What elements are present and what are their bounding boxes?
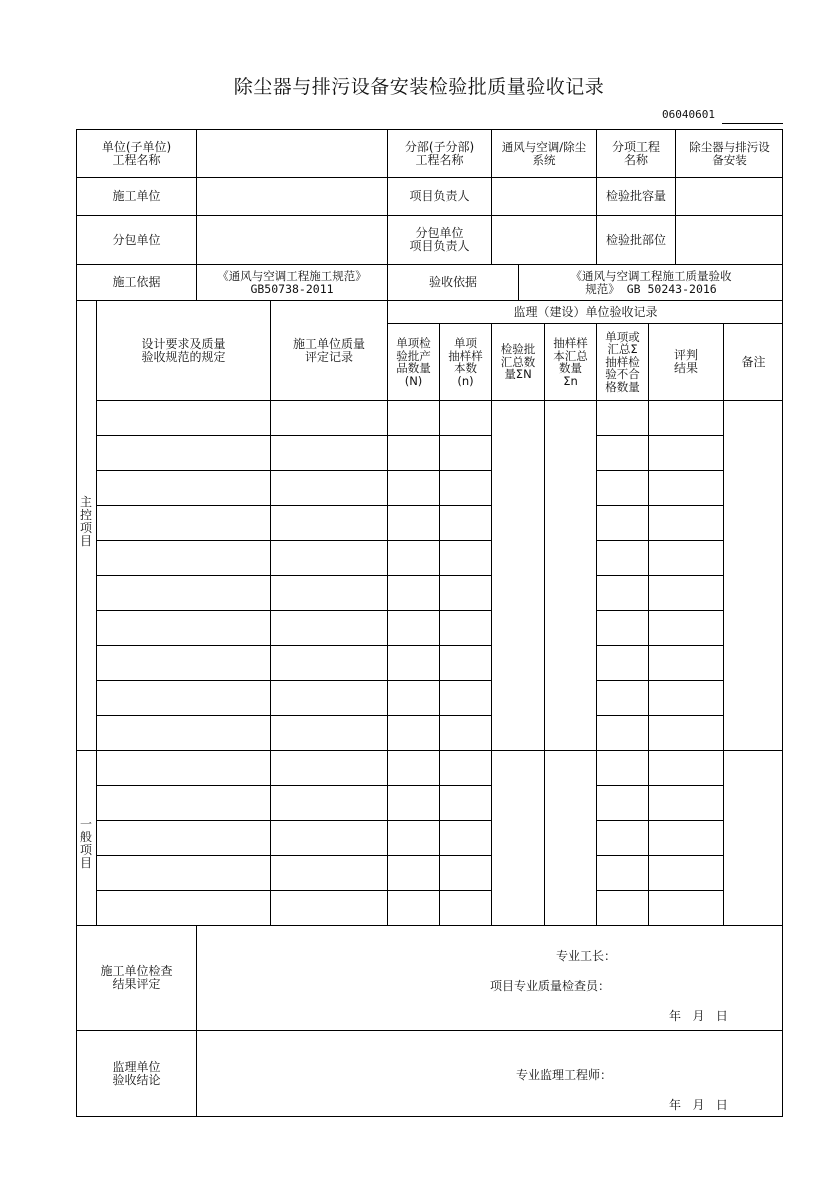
supervisor-date: 年 月 日 [669,1098,728,1112]
contractor-check-label: 施工单位检查 结果评定 [100,964,173,991]
row-line [596,505,723,506]
col-line [439,323,440,925]
row-line [96,610,492,611]
form-title: 除尘器与排污设备安装检验批质量验收记录 [233,76,605,98]
main-control-items-label: 主控项目 [79,495,92,548]
col-line [544,323,545,925]
supervising-engineer-label: 专业监理工程师： [516,1068,613,1082]
fail-count-header: 单项或 汇总Σ 抽样检 验不合 格数量 [605,329,640,394]
row-line [96,470,492,471]
row-line [596,855,723,856]
col-line [196,925,197,1117]
judgement-header: 评判 结果 [673,348,698,375]
col-line [491,323,492,925]
row-line [596,470,723,471]
row-line [596,435,723,436]
row-line [596,645,723,646]
subcontractor-label: 分包单位 [112,232,161,247]
sum-N-header: 检验批 汇总数 量ΣN [500,342,536,382]
row-line [596,890,723,891]
item-value: 除尘器与排污设 备安装 [689,140,770,167]
basis-value: 《通风与空调工程施工规范》 GB50738-2011 [217,269,367,296]
row-line [596,715,723,716]
subdivision-value: 通风与空调/除尘 系统 [501,140,587,167]
supervisor-conclusion-label: 监理单位 验收结论 [112,1060,161,1087]
basis-label: 施工依据 [112,275,161,289]
col-line [596,323,597,925]
row-line [596,540,723,541]
sum-n-header: 抽样样 本汇总 数量 Σn [553,336,588,388]
row-line [96,680,492,681]
row-line [596,610,723,611]
unit-name-label: 单位(子单位) 工程名称 [101,139,172,167]
general-items-label: 一般项目 [79,817,92,870]
location-label: 检验批部位 [605,232,666,247]
col-line [196,129,197,264]
row-line [96,435,492,436]
pm-label: 项目负责人 [409,189,470,203]
row-line [596,820,723,821]
capacity-label: 检验批容量 [605,189,666,203]
row-line [596,575,723,576]
subdivision-label: 分部(子分部) 工程名称 [404,139,475,167]
row-line [96,890,492,891]
row-line [96,855,492,856]
row-line [96,785,492,786]
remarks-header: 备注 [741,354,766,369]
row-line [96,575,492,576]
row-line [96,505,492,506]
supervision-group-header: 监理（建设）单位验收记录 [513,304,658,319]
contractor-label: 施工单位 [112,189,161,203]
row-line [96,540,492,541]
col-line [723,323,724,925]
item-label: 分项工程 名称 [611,139,660,167]
row-line [96,820,492,821]
n-sample-header: 单项 抽样样 本数 (n) [448,336,483,388]
row-line [96,715,492,716]
foreman-label: 专业工长： [556,949,617,963]
section-line [76,750,783,751]
row-line [96,645,492,646]
form-code: 06040601 [662,108,715,121]
n-products-header: 单项检 验批产 品数量 (N) [396,336,431,388]
form-code-underline [722,123,783,124]
design-requirements-header: 设计要求及质量 验收规范的规定 [141,336,226,364]
acceptance-basis-value: 《通风与空调工程施工质量验收 规范》 GB 50243-2016 [570,269,732,296]
row-line [596,680,723,681]
contractor-date: 年 月 日 [669,1009,728,1023]
sub-pm-label: 分包单位 项目负责人 [409,226,470,253]
col-line [648,323,649,925]
quality-inspector-label: 项目专业质量检查员： [490,979,611,993]
row-line [596,785,723,786]
contractor-record-header: 施工单位质量 评定记录 [292,336,365,364]
acceptance-basis-label: 验收依据 [428,275,477,289]
